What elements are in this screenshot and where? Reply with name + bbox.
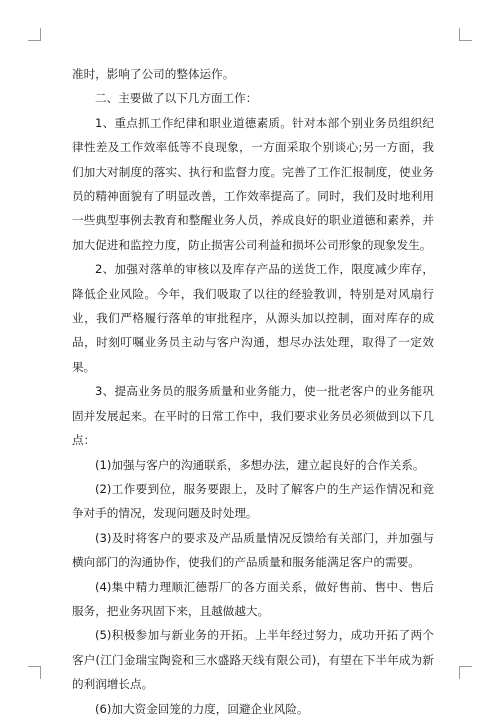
- crop-mark-bottom-left: [28, 666, 41, 679]
- crop-mark-bottom-right: [459, 666, 472, 679]
- paragraph-continuation: 准时，影响了公司的整体运作。: [72, 67, 235, 81]
- list-item-1: (1)加强与客户的沟通联系，多想办法，建立起良好的合作关系。: [95, 457, 425, 472]
- crop-mark-top-left: [28, 28, 41, 41]
- list-item-4: (4)集中精力理顺汇德帮厂的各方面关系，做好售前、售中、售后服务，把业务巩固下来，且越做越大。: [72, 579, 434, 618]
- document-body: [72, 62, 434, 721]
- list-item-6: (6)加大资金回笼的力度，回避企业风险。: [95, 701, 309, 716]
- paragraph-item-2: 2、加强对落单的审核以及库存产品的送货工作，限度减少库存，降低企业风险。今年，我们吸取了以往的经验教训，特别是对风扇行业，我们严格履行落单的审批程序，从源头加以控制，面对库存的成品，时刻叮嘱业务员主动与客户沟通，想尽办法处理，取得了一定效果。: [72, 262, 434, 374]
- section-heading: 二、主要做了以下几方面工作：: [95, 91, 258, 106]
- paragraph-item-3: 3、提高业务员的服务质量和业务能力，使一批老客户的业务能巩固并发展起来。在平时的日常工作中，我们要求业务员必须做到以下几点：: [72, 384, 434, 448]
- crop-mark-top-right: [459, 28, 472, 41]
- paragraph-item-1: 1、重点抓工作纪律和职业道德素质。针对本部个别业务员组织纪律性差及工作效率低等不良现象，一方面采取个别谈心;另一方面，我们加大对制度的落实、执行和监督力度。完善了工作汇报制度，使业务员的精神面貌有了明显改善，工作效率提高了。同时，我们及时地利用一些典型事例去教育和整醒业务人员，养成良好的职业道德和素养，并加大促进和监控力度，防止损害公司利益和损坏公司形象的现象发生。: [72, 115, 434, 252]
- list-item-2: (2)工作要到位，服务要跟上，及时了解客户的生产运作情况和竞争对手的情况，发现问题及时处理。: [72, 481, 434, 521]
- list-item-3: (3)及时将客户的要求及产品质量情况反馈给有关部门，并加强与横向部门的沟通协作，使我们的产品质量和服务能满足客户的需要。: [72, 530, 434, 570]
- list-item-5: (5)积极参加与新业务的开拓。上半年经过努力，成功开拓了两个客户(江门金瑞宝陶瓷和三水盛路天线有限公司)，有望在下半年成为新的利润增长点。: [72, 628, 434, 692]
